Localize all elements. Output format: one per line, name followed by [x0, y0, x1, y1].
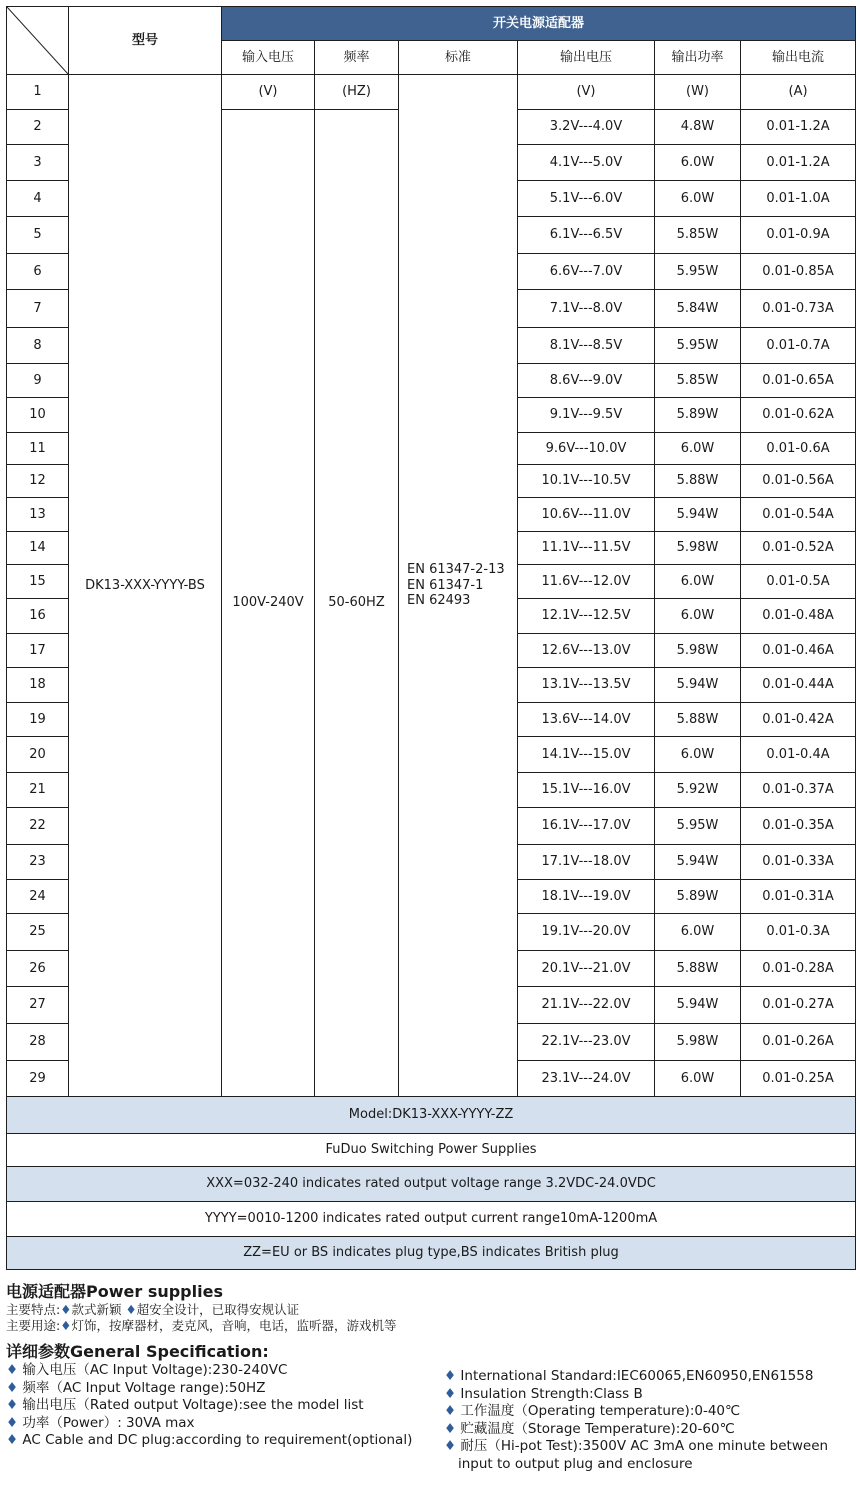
input-voltage-cell: 100V-240V	[222, 110, 315, 1097]
diamond-icon: ♦	[6, 1432, 19, 1448]
spec-item	[444, 1386, 854, 1404]
output-current-cell: 0.01-0.6A	[741, 433, 856, 465]
output-voltage-cell: 21.1V---22.0V	[518, 987, 655, 1024]
row-number: 19	[7, 703, 69, 737]
frequency-cell: 50-60HZ	[315, 110, 399, 1097]
output-voltage-cell: 8.6V---9.0V	[518, 364, 655, 398]
output-current-cell: 0.01-0.52A	[741, 532, 856, 565]
output-power-cell: 5.98W	[655, 532, 741, 565]
features-line	[6, 1302, 852, 1318]
diamond-icon: ♦	[6, 1397, 19, 1413]
spec-text: 贮藏温度（Storage Temperature):20-60℃	[460, 1420, 735, 1437]
output-voltage-cell: 6.1V---6.5V	[518, 217, 655, 254]
output-voltage-cell: 11.6V---12.0V	[518, 565, 655, 599]
note-text: FuDuo Switching Power Supplies	[7, 1134, 856, 1167]
output-voltage-cell: 8.1V---8.5V	[518, 328, 655, 364]
output-current-cell: 0.01-1.2A	[741, 110, 856, 145]
output-power-cell: 5.88W	[655, 951, 741, 987]
output-current-cell: 0.01-1.2A	[741, 145, 856, 181]
output-current-cell: 0.01-0.27A	[741, 987, 856, 1024]
output-current-cell: 0.01-0.56A	[741, 465, 856, 498]
output-current-cell: 0.01-0.46A	[741, 634, 856, 668]
row-number: 14	[7, 532, 69, 565]
diamond-icon: ♦	[444, 1420, 457, 1437]
spec-item	[444, 1421, 854, 1439]
output-power-cell: 5.94W	[655, 498, 741, 532]
uses-line	[6, 1318, 852, 1334]
row-number: 20	[7, 737, 69, 773]
row-number: 12	[7, 465, 69, 498]
row-number: 16	[7, 599, 69, 634]
output-power-cell: 5.98W	[655, 634, 741, 668]
row-number: 7	[7, 290, 69, 328]
note-row	[7, 1202, 856, 1237]
output-voltage-cell: 10.1V---10.5V	[518, 465, 655, 498]
note-text: ZZ=EU or BS indicates plug type,BS indicates British plug	[7, 1237, 856, 1270]
spec-continuation: input to output plug and enclosure	[458, 1455, 693, 1472]
output-power-cell: 5.95W	[655, 328, 741, 364]
output-current-cell: 0.01-0.25A	[741, 1061, 856, 1097]
unit-input-voltage: (V)	[222, 75, 315, 110]
row-number: 8	[7, 328, 69, 364]
standards-cell	[399, 75, 518, 1097]
output-current-cell: 0.01-0.26A	[741, 1024, 856, 1061]
model-cell: DK13-XXX-YYYY-BS	[69, 75, 222, 1097]
uses-text: 灯饰，按摩器材，麦克风，音响，电话，监听器，游戏机等	[71, 1318, 397, 1333]
diamond-icon: ♦	[444, 1438, 457, 1454]
output-current-cell: 0.01-0.42A	[741, 703, 856, 737]
section-title: 电源适配器Power supplies	[6, 1282, 223, 1301]
diamond-icon: ♦	[125, 1302, 137, 1317]
output-power-cell: 5.98W	[655, 1024, 741, 1061]
spec-item	[6, 1380, 436, 1398]
output-voltage-cell: 12.1V---12.5V	[518, 599, 655, 634]
diamond-icon: ♦	[444, 1403, 457, 1419]
spec-item	[6, 1397, 436, 1415]
header-input-voltage: 输入电压	[222, 41, 315, 75]
output-voltage-cell: 20.1V---21.0V	[518, 951, 655, 987]
output-current-cell: 0.01-0.54A	[741, 498, 856, 532]
note-row	[7, 1134, 856, 1167]
output-current-cell: 0.01-0.44A	[741, 668, 856, 703]
output-power-cell: 6.0W	[655, 737, 741, 773]
output-power-cell: 5.89W	[655, 398, 741, 433]
output-current-cell: 0.01-0.35A	[741, 808, 856, 845]
output-current-cell: 0.01-0.62A	[741, 398, 856, 433]
output-voltage-cell: 9.6V---10.0V	[518, 433, 655, 465]
spec-item	[444, 1368, 854, 1386]
output-voltage-cell: 15.1V---16.0V	[518, 773, 655, 808]
note-row	[7, 1097, 856, 1134]
spec-left-column	[6, 1362, 436, 1450]
diamond-icon: ♦	[60, 1302, 72, 1317]
output-voltage-cell: 14.1V---15.0V	[518, 737, 655, 773]
row-number: 22	[7, 808, 69, 845]
model-column-header: 型号	[69, 7, 222, 75]
note-row	[7, 1167, 856, 1202]
output-voltage-cell: 18.1V---19.0V	[518, 880, 655, 914]
output-power-cell: 4.8W	[655, 110, 741, 145]
spec-item	[6, 1432, 436, 1450]
row-number: 21	[7, 773, 69, 808]
row-number: 11	[7, 433, 69, 465]
header-frequency: 频率	[315, 41, 399, 75]
output-power-cell: 5.88W	[655, 465, 741, 498]
header-output-power: 输出功率	[655, 41, 741, 75]
output-voltage-cell: 10.6V---11.0V	[518, 498, 655, 532]
output-current-cell: 0.01-1.0A	[741, 181, 856, 217]
spec-text: International Standard:IEC60065,EN60950,EN61558	[460, 1368, 814, 1384]
row-number: 26	[7, 951, 69, 987]
unit-output-current: (A)	[741, 75, 856, 110]
output-current-cell: 0.01-0.31A	[741, 880, 856, 914]
spec-item	[444, 1403, 854, 1421]
output-voltage-cell: 22.1V---23.0V	[518, 1024, 655, 1061]
spec-text: 功率（Power）: 30VA max	[22, 1414, 195, 1431]
spec-item	[444, 1438, 854, 1456]
row-number: 15	[7, 565, 69, 599]
row-number: 28	[7, 1024, 69, 1061]
output-power-cell: 5.85W	[655, 217, 741, 254]
output-voltage-cell: 9.1V---9.5V	[518, 398, 655, 433]
row-number: 2	[7, 110, 69, 145]
row-number: 13	[7, 498, 69, 532]
uses-label: 主要用途:	[6, 1318, 61, 1333]
output-voltage-cell: 13.6V---14.0V	[518, 703, 655, 737]
output-current-cell: 0.01-0.7A	[741, 328, 856, 364]
header-output-voltage: 输出电压	[518, 41, 655, 75]
spec-item	[6, 1415, 436, 1433]
spec-item	[6, 1362, 436, 1380]
features-label: 主要特点:	[6, 1302, 61, 1317]
spec-text: 输出电压（Rated output Voltage):see the model list	[22, 1397, 364, 1413]
row-number: 17	[7, 634, 69, 668]
row-number: 18	[7, 668, 69, 703]
output-power-cell: 6.0W	[655, 145, 741, 181]
output-current-cell: 0.01-0.85A	[741, 254, 856, 290]
row-number: 27	[7, 987, 69, 1024]
row-number: 3	[7, 145, 69, 181]
row-number: 23	[7, 845, 69, 880]
row-number: 24	[7, 880, 69, 914]
output-voltage-cell: 7.1V---8.0V	[518, 290, 655, 328]
output-current-cell: 0.01-0.37A	[741, 773, 856, 808]
row-number: 29	[7, 1061, 69, 1097]
output-voltage-cell: 16.1V---17.0V	[518, 808, 655, 845]
output-voltage-cell: 11.1V---11.5V	[518, 532, 655, 565]
output-power-cell: 5.85W	[655, 364, 741, 398]
output-voltage-cell: 12.6V---13.0V	[518, 634, 655, 668]
output-current-cell: 0.01-0.4A	[741, 737, 856, 773]
row-number: 6	[7, 254, 69, 290]
output-current-cell: 0.01-0.5A	[741, 565, 856, 599]
output-current-cell: 0.01-0.28A	[741, 951, 856, 987]
output-power-cell: 5.94W	[655, 845, 741, 880]
output-voltage-cell: 13.1V---13.5V	[518, 668, 655, 703]
bottom-info-section	[6, 1282, 852, 1472]
output-power-cell: 6.0W	[655, 599, 741, 634]
output-current-cell: 0.01-0.73A	[741, 290, 856, 328]
output-voltage-cell: 23.1V---24.0V	[518, 1061, 655, 1097]
output-power-cell: 5.84W	[655, 290, 741, 328]
output-current-cell: 0.01-0.9A	[741, 217, 856, 254]
output-voltage-cell: 17.1V---18.0V	[518, 845, 655, 880]
output-current-cell: 0.01-0.65A	[741, 364, 856, 398]
output-voltage-cell: 5.1V---6.0V	[518, 181, 655, 217]
output-voltage-cell: 4.1V---5.0V	[518, 145, 655, 181]
note-text: XXX=032-240 indicates rated output voltage range 3.2VDC-24.0VDC	[7, 1167, 856, 1202]
output-voltage-cell: 19.1V---20.0V	[518, 914, 655, 951]
row-number: 4	[7, 181, 69, 217]
output-power-cell: 5.94W	[655, 668, 741, 703]
output-power-cell: 5.94W	[655, 987, 741, 1024]
spec-title: 详细参数General Specification:	[6, 1342, 269, 1361]
row-number: 9	[7, 364, 69, 398]
row-number: 1	[7, 75, 69, 110]
row-number: 25	[7, 914, 69, 951]
feature-item: 超安全设计，已取得安规认证	[136, 1302, 300, 1317]
output-power-cell: 5.95W	[655, 254, 741, 290]
diamond-icon: ♦	[444, 1368, 457, 1384]
output-power-cell: 6.0W	[655, 1061, 741, 1097]
note-row	[7, 1237, 856, 1270]
output-power-cell: 6.0W	[655, 181, 741, 217]
header-output-current: 输出电流	[741, 41, 856, 75]
output-current-cell: 0.01-0.48A	[741, 599, 856, 634]
unit-frequency: (HZ)	[315, 75, 399, 110]
diamond-icon: ♦	[444, 1385, 457, 1402]
corner-diagonal-cell	[7, 7, 69, 75]
output-current-cell: 0.01-0.3A	[741, 914, 856, 951]
diamond-icon: ♦	[6, 1362, 19, 1378]
diamond-icon: ♦	[6, 1379, 19, 1396]
output-power-cell: 5.89W	[655, 880, 741, 914]
table-title: 开关电源适配器	[222, 7, 856, 41]
standard-line: EN 62493	[407, 593, 471, 609]
unit-output-voltage: (V)	[518, 75, 655, 110]
standard-line: EN 61347-2-13	[407, 562, 505, 578]
output-power-cell: 6.0W	[655, 565, 741, 599]
output-voltage-cell: 3.2V---4.0V	[518, 110, 655, 145]
header-standard: 标准	[399, 41, 518, 75]
diamond-icon: ♦	[6, 1414, 19, 1431]
spec-text: 工作温度（Operating temperature):0-40℃	[460, 1403, 741, 1419]
diamond-icon: ♦	[60, 1318, 72, 1333]
note-text: Model:DK13-XXX-YYYY-ZZ	[7, 1097, 856, 1134]
spec-text: 输入电压（AC Input Voltage):230-240VC	[22, 1362, 288, 1378]
output-power-cell: 6.0W	[655, 914, 741, 951]
spec-right-column	[444, 1368, 854, 1473]
output-power-cell: 5.88W	[655, 703, 741, 737]
row-number: 10	[7, 398, 69, 433]
output-power-cell: 6.0W	[655, 433, 741, 465]
spec-text: Insulation Strength:Class B	[460, 1385, 643, 1402]
row-number: 5	[7, 217, 69, 254]
note-text: YYYY=0010-1200 indicates rated output current range10mA-1200mA	[7, 1202, 856, 1237]
output-voltage-cell: 6.6V---7.0V	[518, 254, 655, 290]
spec-text: AC Cable and DC plug:according to requirement(optional)	[22, 1432, 413, 1448]
output-current-cell: 0.01-0.33A	[741, 845, 856, 880]
standard-line: EN 61347-1	[407, 577, 484, 593]
diagonal-line	[7, 7, 68, 74]
spec-table	[6, 6, 856, 1270]
spec-text: 耐压（Hi-pot Test):3500V AC 3mA one minute between	[460, 1438, 829, 1454]
feature-item: 款式新颖	[71, 1302, 122, 1317]
spec-text: 频率（AC Input Voltage range):50HZ	[22, 1379, 266, 1396]
output-power-cell: 5.92W	[655, 773, 741, 808]
unit-output-power: (W)	[655, 75, 741, 110]
output-power-cell: 5.95W	[655, 808, 741, 845]
